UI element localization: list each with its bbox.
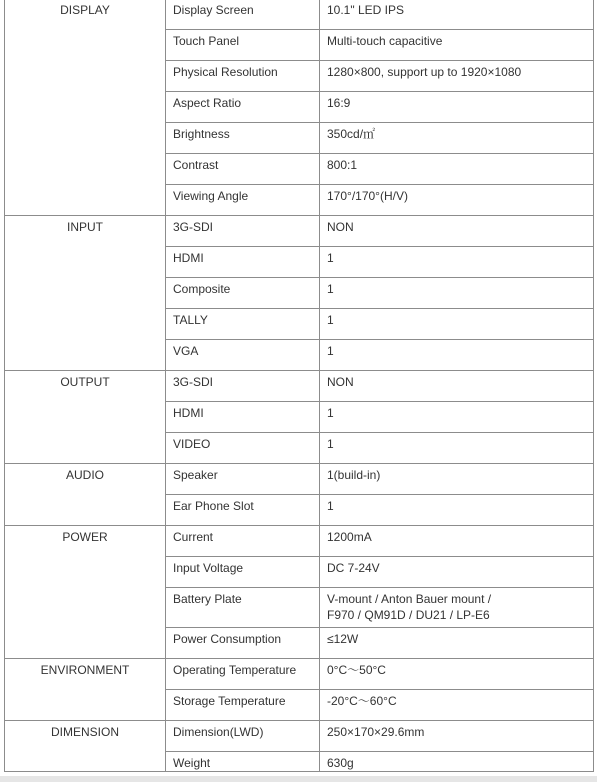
param-value-cell: 350cd/㎡	[320, 123, 594, 154]
param-value-cell: 1(build-in)	[320, 464, 594, 495]
param-name-cell: Speaker	[166, 464, 320, 495]
param-name-cell: VGA	[166, 340, 320, 371]
param-name-cell: Brightness	[166, 123, 320, 154]
param-value-cell: 1	[320, 309, 594, 340]
param-name-cell: Ear Phone Slot	[166, 495, 320, 526]
spec-row	[5, 0, 594, 30]
param-name-cell: HDMI	[166, 402, 320, 433]
param-value-cell: NON	[320, 371, 594, 402]
param-name-cell: 3G-SDI	[166, 371, 320, 402]
spec-row	[5, 216, 594, 247]
param-name-cell: 3G-SDI	[166, 216, 320, 247]
param-name-cell: Battery Plate	[166, 588, 320, 628]
param-name-cell: Storage Temperature	[166, 690, 320, 721]
page-bottom-band	[0, 776, 597, 782]
param-value-cell: V-mount / Anton Bauer mount / F970 / QM91D / DU21 / LP-E6	[320, 588, 594, 628]
group-label-display: DISPLAY	[5, 0, 166, 216]
param-name-cell: Viewing Angle	[166, 185, 320, 216]
param-value-cell: 1	[320, 247, 594, 278]
param-value-cell: NON	[320, 216, 594, 247]
param-value-cell: ≤12W	[320, 628, 594, 659]
param-value-cell: 800:1	[320, 154, 594, 185]
group-label-input: INPUT	[5, 216, 166, 371]
param-name-cell: Operating Temperature	[166, 659, 320, 690]
param-value-cell: 1	[320, 340, 594, 371]
param-value-cell: DC 7-24V	[320, 557, 594, 588]
spec-row	[5, 721, 594, 752]
param-value-cell: 630g	[320, 752, 594, 772]
param-value-cell: 1200mA	[320, 526, 594, 557]
param-name-cell: Aspect Ratio	[166, 92, 320, 123]
param-value-cell: 1	[320, 495, 594, 526]
param-name-cell: Contrast	[166, 154, 320, 185]
param-value-cell: 1	[320, 402, 594, 433]
param-value-cell: -20°C～60°C	[320, 690, 594, 721]
param-value-cell: 16:9	[320, 92, 594, 123]
param-name-cell: Input Voltage	[166, 557, 320, 588]
spec-row	[5, 464, 594, 495]
param-name-cell: Touch Panel	[166, 30, 320, 61]
param-value-cell: 10.1" LED IPS	[320, 0, 594, 30]
param-value-cell: 170°/170°(H/V)	[320, 185, 594, 216]
param-name-cell: Power Consumption	[166, 628, 320, 659]
param-value-cell: 1280×800, support up to 1920×1080	[320, 61, 594, 92]
spec-table-body	[5, 0, 594, 772]
param-name-cell: Physical Resolution	[166, 61, 320, 92]
param-name-cell: VIDEO	[166, 433, 320, 464]
group-label-output: OUTPUT	[5, 371, 166, 464]
param-value-cell: 0°C～50°C	[320, 659, 594, 690]
group-label-power: POWER	[5, 526, 166, 659]
spec-row	[5, 526, 594, 557]
param-value-cell: 1	[320, 278, 594, 309]
group-label-environment: ENVIRONMENT	[5, 659, 166, 721]
param-value-cell: 1	[320, 433, 594, 464]
group-label-audio: AUDIO	[5, 464, 166, 526]
param-value-cell: 250×170×29.6mm	[320, 721, 594, 752]
param-name-cell: Composite	[166, 278, 320, 309]
spec-row	[5, 371, 594, 402]
param-name-cell: Dimension(LWD)	[166, 721, 320, 752]
param-name-cell: HDMI	[166, 247, 320, 278]
param-value-cell: Multi-touch capacitive	[320, 30, 594, 61]
group-label-dimension: DIMENSION	[5, 721, 166, 772]
spec-table	[4, 0, 594, 772]
param-name-cell: Display Screen	[166, 0, 320, 30]
spec-row	[5, 659, 594, 690]
param-name-cell: Weight	[166, 752, 320, 772]
param-name-cell: Current	[166, 526, 320, 557]
param-name-cell: TALLY	[166, 309, 320, 340]
